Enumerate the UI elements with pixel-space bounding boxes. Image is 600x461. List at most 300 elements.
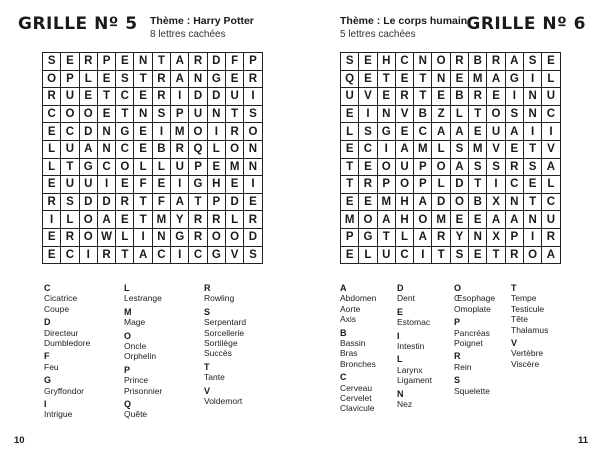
grid-cell[interactable]: P	[377, 176, 395, 194]
grid-cell[interactable]: I	[542, 123, 560, 141]
grid-cell[interactable]: T	[116, 105, 134, 123]
grid-cell[interactable]: U	[395, 158, 413, 176]
grid-cell[interactable]: N	[244, 158, 262, 176]
grid-cell[interactable]: V	[542, 140, 560, 158]
grid-cell[interactable]: C	[61, 246, 79, 264]
grid-cell[interactable]: S	[244, 105, 262, 123]
grid-cell[interactable]: V	[359, 88, 377, 106]
grid-cell[interactable]: I	[244, 176, 262, 194]
grid-cell[interactable]: T	[152, 53, 170, 71]
grid-cell[interactable]: R	[43, 88, 61, 106]
grid-cell[interactable]: L	[134, 158, 152, 176]
grid-cell[interactable]: E	[97, 105, 115, 123]
grid-cell[interactable]: O	[61, 105, 79, 123]
grid-cell[interactable]: L	[432, 176, 450, 194]
grid-cell[interactable]: E	[61, 53, 79, 71]
grid-cell[interactable]: L	[225, 211, 243, 229]
grid-cell[interactable]: R	[244, 70, 262, 88]
grid-cell[interactable]: D	[97, 193, 115, 211]
grid-cell[interactable]: E	[450, 70, 468, 88]
grid-cell[interactable]: S	[341, 53, 359, 71]
grid-cell[interactable]: I	[523, 123, 541, 141]
grid-cell[interactable]: D	[79, 123, 97, 141]
grid-cell[interactable]: B	[469, 193, 487, 211]
grid-cell[interactable]: B	[450, 88, 468, 106]
grid-cell[interactable]: U	[171, 158, 189, 176]
grid-cell[interactable]: L	[359, 246, 377, 264]
grid-cell[interactable]: P	[414, 158, 432, 176]
grid-cell[interactable]: V	[487, 140, 505, 158]
grid-cell[interactable]: L	[43, 158, 61, 176]
grid-cell[interactable]: S	[487, 158, 505, 176]
grid-cell[interactable]: A	[542, 246, 560, 264]
grid-cell[interactable]: D	[450, 176, 468, 194]
grid-cell[interactable]: E	[134, 88, 152, 106]
grid-cell[interactable]: N	[523, 105, 541, 123]
grid-cell[interactable]: T	[61, 158, 79, 176]
grid-cell[interactable]: O	[225, 228, 243, 246]
grid-cell[interactable]: T	[523, 140, 541, 158]
grid-cell[interactable]: T	[414, 88, 432, 106]
grid-cell[interactable]: S	[152, 105, 170, 123]
grid-cell[interactable]: M	[171, 123, 189, 141]
grid-cell[interactable]: B	[469, 53, 487, 71]
grid-cell[interactable]: T	[134, 193, 152, 211]
grid-cell[interactable]: G	[359, 228, 377, 246]
word-column	[397, 283, 454, 417]
grid-cell[interactable]: O	[225, 140, 243, 158]
grid-cell[interactable]: I	[244, 88, 262, 106]
grid-cell[interactable]: A	[505, 211, 523, 229]
grid-cell[interactable]: Q	[341, 70, 359, 88]
grid-cell[interactable]: R	[79, 53, 97, 71]
grid-cell[interactable]: R	[189, 228, 207, 246]
grid-cell[interactable]: M	[152, 211, 170, 229]
grid-cell[interactable]: C	[395, 246, 413, 264]
grid-cell[interactable]: O	[189, 123, 207, 141]
grid-cell[interactable]: E	[395, 70, 413, 88]
grid-cell[interactable]: U	[225, 88, 243, 106]
grid-cell[interactable]: I	[207, 123, 225, 141]
grid-cell[interactable]: A	[450, 158, 468, 176]
grid-cell[interactable]: T	[116, 246, 134, 264]
grid-cell[interactable]: E	[134, 140, 152, 158]
word-item: Intestin	[397, 341, 425, 352]
grid-cell[interactable]: E	[341, 193, 359, 211]
grid-cell[interactable]: D	[244, 228, 262, 246]
grid-cell[interactable]: S	[359, 123, 377, 141]
grid-cell[interactable]: N	[432, 70, 450, 88]
grid-cell[interactable]: O	[116, 158, 134, 176]
grid-cell[interactable]: O	[450, 193, 468, 211]
grid-cell[interactable]: T	[225, 105, 243, 123]
grid-cell[interactable]: L	[542, 70, 560, 88]
grid-cell[interactable]: E	[134, 123, 152, 141]
grid-cell[interactable]: U	[542, 88, 560, 106]
grid-cell[interactable]: N	[469, 228, 487, 246]
grid-cell[interactable]: M	[225, 158, 243, 176]
grid-cell[interactable]: G	[79, 158, 97, 176]
grid-cell[interactable]: O	[207, 228, 225, 246]
word-group	[511, 338, 568, 369]
grid-cell[interactable]: R	[395, 88, 413, 106]
grid-cell[interactable]: I	[171, 176, 189, 194]
grid-cell[interactable]: D	[79, 193, 97, 211]
grid-cell[interactable]: R	[359, 176, 377, 194]
grid-cell[interactable]: L	[542, 176, 560, 194]
grid-cell[interactable]: A	[414, 228, 432, 246]
grid-cell[interactable]: A	[487, 70, 505, 88]
word-group	[124, 307, 204, 328]
grid-cell[interactable]: F	[225, 53, 243, 71]
word-group	[397, 389, 454, 410]
grid-cell[interactable]: T	[469, 105, 487, 123]
grid-cell[interactable]: S	[244, 246, 262, 264]
grid-cell[interactable]: H	[377, 53, 395, 71]
grid-cell[interactable]: R	[225, 123, 243, 141]
grid-cell[interactable]: I	[523, 70, 541, 88]
grid-cell[interactable]: A	[395, 140, 413, 158]
grid-cell[interactable]: E	[469, 211, 487, 229]
word-item: Tête	[511, 314, 529, 325]
grid-cell[interactable]: M	[432, 211, 450, 229]
grid-cell[interactable]: E	[43, 176, 61, 194]
grid-cell[interactable]: S	[523, 53, 541, 71]
grid-cell[interactable]: A	[97, 211, 115, 229]
grid-cell[interactable]: L	[341, 123, 359, 141]
grid-cell[interactable]: M	[377, 193, 395, 211]
grid-cell[interactable]: R	[244, 211, 262, 229]
grid-cell[interactable]: O	[414, 211, 432, 229]
grid-cell[interactable]: R	[189, 53, 207, 71]
grid-cell[interactable]: P	[505, 228, 523, 246]
grid-cell[interactable]: E	[207, 158, 225, 176]
grid-cell[interactable]: T	[469, 176, 487, 194]
grid-cell[interactable]: D	[207, 88, 225, 106]
grid-cell[interactable]: T	[523, 193, 541, 211]
grid-cell[interactable]: M	[341, 211, 359, 229]
word-group	[397, 331, 454, 352]
grid-cell[interactable]: R	[207, 211, 225, 229]
grid-cell[interactable]: N	[505, 193, 523, 211]
grid-cell[interactable]: A	[79, 140, 97, 158]
grid-cell[interactable]: I	[171, 88, 189, 106]
grid-cell[interactable]: N	[152, 228, 170, 246]
grid-cell[interactable]: I	[377, 140, 395, 158]
grid-cell[interactable]: C	[116, 88, 134, 106]
grid-cell[interactable]: Y	[450, 228, 468, 246]
grid-cell[interactable]: U	[61, 176, 79, 194]
grid-cell[interactable]: O	[432, 53, 450, 71]
grid-cell[interactable]: M	[469, 70, 487, 88]
grid-cell[interactable]: R	[542, 228, 560, 246]
grid-cell[interactable]: C	[43, 105, 61, 123]
grid-cell[interactable]: E	[152, 176, 170, 194]
grid-cell[interactable]: E	[341, 246, 359, 264]
grid-cell[interactable]: E	[469, 246, 487, 264]
grid-cell[interactable]: L	[450, 105, 468, 123]
grid-cell[interactable]: D	[432, 193, 450, 211]
grid-cell[interactable]: N	[414, 53, 432, 71]
grid-cell[interactable]: A	[505, 123, 523, 141]
grid-cell[interactable]: L	[207, 140, 225, 158]
grid-cell[interactable]: O	[359, 211, 377, 229]
grid-cell[interactable]: R	[171, 140, 189, 158]
grid-cell[interactable]: E	[79, 88, 97, 106]
grid-cell[interactable]: E	[377, 88, 395, 106]
grid-cell[interactable]: A	[542, 158, 560, 176]
grid-cell[interactable]: C	[395, 53, 413, 71]
grid-cell[interactable]: A	[505, 53, 523, 71]
grid-cell[interactable]: E	[487, 88, 505, 106]
grid-cell[interactable]: R	[505, 246, 523, 264]
grid-cell[interactable]: P	[61, 70, 79, 88]
grid-cell[interactable]: N	[134, 105, 152, 123]
grid-cell[interactable]: M	[469, 140, 487, 158]
grid-cell[interactable]: E	[359, 70, 377, 88]
grid-cell[interactable]: A	[171, 53, 189, 71]
grid-cell[interactable]: I	[487, 176, 505, 194]
grid-cell[interactable]: Q	[189, 140, 207, 158]
grid-cell[interactable]: O	[79, 211, 97, 229]
grid-cell[interactable]: N	[523, 211, 541, 229]
group-letter: V	[511, 338, 518, 349]
grid-cell[interactable]: E	[432, 88, 450, 106]
grid-cell[interactable]: U	[61, 140, 79, 158]
grid-cell[interactable]: D	[225, 193, 243, 211]
grid-cell[interactable]: W	[97, 228, 115, 246]
grid-cell[interactable]: S	[43, 53, 61, 71]
grid-cell[interactable]: R	[97, 246, 115, 264]
grid-cell[interactable]: P	[189, 158, 207, 176]
grid-cell[interactable]: C	[61, 123, 79, 141]
grid-cell[interactable]: S	[450, 140, 468, 158]
grid-cell[interactable]: T	[134, 211, 152, 229]
grid-cell[interactable]: C	[414, 123, 432, 141]
grid-cell[interactable]: G	[207, 246, 225, 264]
grid-cell[interactable]: T	[487, 246, 505, 264]
grid-cell[interactable]: N	[134, 53, 152, 71]
grid-cell[interactable]: M	[414, 140, 432, 158]
grid-cell[interactable]: R	[469, 88, 487, 106]
grid-cell[interactable]: Z	[432, 105, 450, 123]
grid-cell[interactable]: G	[116, 123, 134, 141]
grid-cell[interactable]: U	[377, 246, 395, 264]
grid-cell[interactable]: T	[377, 70, 395, 88]
grid-cell[interactable]: R	[189, 211, 207, 229]
grid-cell[interactable]: L	[61, 211, 79, 229]
grid-cell[interactable]: N	[377, 105, 395, 123]
grid-cell[interactable]: F	[134, 176, 152, 194]
grid-cell[interactable]: O	[395, 176, 413, 194]
grid-cell[interactable]: I	[97, 176, 115, 194]
grid-cell[interactable]: T	[432, 246, 450, 264]
grid-cell[interactable]: E	[97, 70, 115, 88]
grid-cell[interactable]: L	[152, 158, 170, 176]
grid-cell[interactable]: E	[225, 70, 243, 88]
grid-cell[interactable]: H	[395, 211, 413, 229]
grid-cell[interactable]: A	[171, 70, 189, 88]
grid-cell[interactable]: T	[341, 158, 359, 176]
grid-cell[interactable]: G	[377, 123, 395, 141]
grid-cell[interactable]: C	[542, 105, 560, 123]
grid-cell[interactable]: C	[152, 246, 170, 264]
grid-cell[interactable]: T	[97, 88, 115, 106]
grid-cell[interactable]: I	[359, 105, 377, 123]
grid-cell[interactable]: D	[207, 53, 225, 71]
grid-cell[interactable]: P	[244, 53, 262, 71]
grid-cell[interactable]: T	[377, 228, 395, 246]
grid-cell[interactable]: R	[152, 70, 170, 88]
grid-cell[interactable]: A	[134, 246, 152, 264]
grid-cell[interactable]: E	[523, 176, 541, 194]
grid-cell[interactable]: B	[414, 105, 432, 123]
grid-cell[interactable]: C	[97, 158, 115, 176]
grid-cell[interactable]: A	[377, 211, 395, 229]
grid-cell[interactable]: L	[395, 228, 413, 246]
grid-cell[interactable]: I	[43, 211, 61, 229]
grid-cell[interactable]: O	[43, 70, 61, 88]
grid-cell[interactable]: E	[341, 140, 359, 158]
grid-cell[interactable]: E	[359, 158, 377, 176]
grid-cell[interactable]: X	[487, 228, 505, 246]
grid-cell[interactable]: V	[395, 105, 413, 123]
grid-cell[interactable]: N	[523, 88, 541, 106]
grid-cell[interactable]: C	[189, 246, 207, 264]
grid-cell[interactable]: E	[450, 211, 468, 229]
grid-cell[interactable]: E	[359, 53, 377, 71]
grid-cell[interactable]: S	[523, 158, 541, 176]
grid-cell[interactable]: N	[244, 140, 262, 158]
grid-cell[interactable]: I	[134, 228, 152, 246]
grid-cell[interactable]: G	[189, 176, 207, 194]
grid-cell[interactable]: U	[341, 88, 359, 106]
grid-cell[interactable]: N	[207, 105, 225, 123]
grid-cell[interactable]: U	[79, 176, 97, 194]
grid-cell[interactable]: R	[43, 193, 61, 211]
grid-cell[interactable]: P	[207, 193, 225, 211]
grid-cell[interactable]: R	[152, 88, 170, 106]
grid-cell[interactable]: U	[61, 88, 79, 106]
grid-cell[interactable]: A	[487, 211, 505, 229]
grid-cell[interactable]: E	[225, 176, 243, 194]
grid-cell[interactable]: U	[487, 123, 505, 141]
grid-cell[interactable]: O	[487, 105, 505, 123]
grid-cell[interactable]: B	[152, 140, 170, 158]
grid-cell[interactable]: R	[61, 228, 79, 246]
grid-cell[interactable]: R	[432, 228, 450, 246]
grid-cell[interactable]: E	[116, 211, 134, 229]
grid-cell[interactable]: I	[414, 246, 432, 264]
grid-cell[interactable]: L	[79, 70, 97, 88]
grid-cell[interactable]: E	[469, 123, 487, 141]
grid-cell[interactable]: E	[542, 53, 560, 71]
grid-cell[interactable]: E	[395, 123, 413, 141]
grid-cell[interactable]: E	[341, 105, 359, 123]
grid-cell[interactable]: O	[244, 123, 262, 141]
grid-cell[interactable]: R	[116, 193, 134, 211]
word-item: Rowling	[204, 293, 235, 304]
grid-cell[interactable]: E	[43, 123, 61, 141]
grid-cell[interactable]: O	[523, 246, 541, 264]
grid-cell[interactable]: O	[79, 105, 97, 123]
grid-cell[interactable]: C	[116, 140, 134, 158]
grid-cell[interactable]: C	[359, 140, 377, 158]
grid-cell[interactable]: E	[43, 246, 61, 264]
grid-cell[interactable]: P	[97, 53, 115, 71]
grid-cell[interactable]: R	[450, 53, 468, 71]
grid-cell[interactable]: T	[341, 176, 359, 194]
grid-cell[interactable]: R	[505, 158, 523, 176]
grid-cell[interactable]: D	[189, 88, 207, 106]
grid-cell[interactable]: A	[414, 193, 432, 211]
grid-cell[interactable]: P	[171, 105, 189, 123]
grid-cell[interactable]: L	[432, 140, 450, 158]
grid-cell[interactable]: E	[359, 193, 377, 211]
grid-cell[interactable]: T	[189, 193, 207, 211]
grid-cell[interactable]: I	[523, 228, 541, 246]
grid-cell[interactable]: A	[432, 123, 450, 141]
grid-cell[interactable]: R	[487, 53, 505, 71]
grid-cell[interactable]: T	[134, 70, 152, 88]
grid-cell[interactable]: F	[152, 193, 170, 211]
grid-cell[interactable]: H	[207, 176, 225, 194]
grid-cell[interactable]: S	[61, 193, 79, 211]
grid-cell[interactable]: C	[505, 176, 523, 194]
grid-cell[interactable]: S	[450, 246, 468, 264]
grid-cell[interactable]: L	[43, 140, 61, 158]
grid-cell[interactable]: I	[171, 246, 189, 264]
grid-cell[interactable]: S	[116, 70, 134, 88]
grid-cell[interactable]: O	[79, 228, 97, 246]
grid-cell[interactable]: I	[505, 88, 523, 106]
grid-cell[interactable]: G	[505, 70, 523, 88]
grid-cell[interactable]: S	[505, 105, 523, 123]
grid-cell[interactable]: V	[225, 246, 243, 264]
grid-cell[interactable]: G	[171, 228, 189, 246]
grid-cell[interactable]: N	[189, 70, 207, 88]
grid-cell[interactable]: E	[43, 228, 61, 246]
grid-cell[interactable]: Y	[171, 211, 189, 229]
grid-cell[interactable]: A	[171, 193, 189, 211]
grid-cell[interactable]: U	[189, 105, 207, 123]
grid-cell[interactable]: I	[152, 123, 170, 141]
grid-cell[interactable]: X	[487, 193, 505, 211]
grid-cell[interactable]: O	[432, 158, 450, 176]
word-item: Abdomen	[340, 293, 377, 304]
grid-cell[interactable]: C	[542, 193, 560, 211]
grid-cell[interactable]: E	[116, 176, 134, 194]
grid-cell[interactable]: P	[341, 228, 359, 246]
grid-cell[interactable]: N	[97, 123, 115, 141]
grid-cell[interactable]: S	[469, 158, 487, 176]
grid-cell[interactable]: I	[79, 246, 97, 264]
grid-cell[interactable]: H	[395, 193, 413, 211]
grid-cell[interactable]: E	[505, 140, 523, 158]
grid-cell[interactable]: O	[377, 158, 395, 176]
grid-cell[interactable]: A	[450, 123, 468, 141]
word-group	[204, 386, 284, 407]
grid-cell[interactable]: G	[207, 70, 225, 88]
grid-cell[interactable]: P	[414, 176, 432, 194]
grid-cell[interactable]: E	[116, 53, 134, 71]
grid-cell[interactable]: L	[116, 228, 134, 246]
word-group	[397, 307, 454, 328]
grid-cell[interactable]: U	[542, 211, 560, 229]
grid-cell[interactable]: N	[97, 140, 115, 158]
grid-cell[interactable]: T	[414, 70, 432, 88]
grid-cell[interactable]: E	[244, 193, 262, 211]
